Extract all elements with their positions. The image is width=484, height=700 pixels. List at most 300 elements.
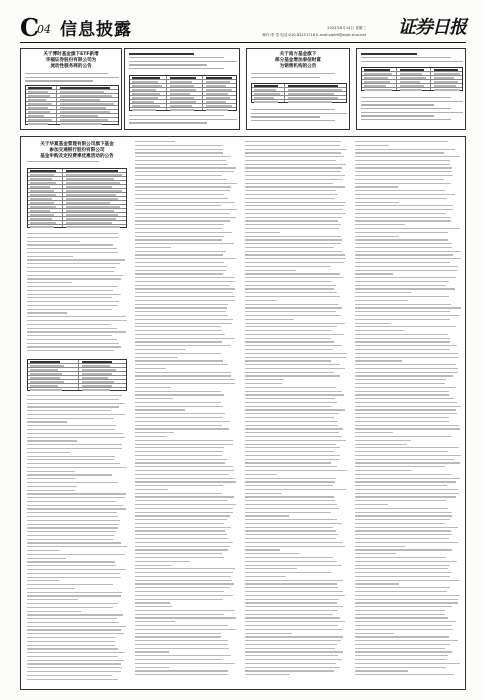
text-line <box>355 576 450 577</box>
text-line <box>27 512 117 513</box>
text-line <box>135 489 168 490</box>
text-line <box>27 252 118 253</box>
text-line <box>27 490 75 491</box>
text-line <box>135 648 229 649</box>
text-line <box>135 228 222 229</box>
text-line <box>135 568 235 569</box>
text-line <box>355 394 449 395</box>
text-line <box>355 194 455 195</box>
text-line <box>245 519 337 520</box>
text-line <box>27 588 75 589</box>
text-line <box>27 667 122 668</box>
text-line <box>27 297 112 298</box>
text-line <box>135 243 234 244</box>
text-line <box>135 175 222 176</box>
text-line <box>355 160 450 161</box>
text-line <box>135 391 221 392</box>
text-line <box>135 270 226 271</box>
text-line <box>355 417 449 418</box>
text-line <box>245 466 337 467</box>
text-line <box>135 663 235 664</box>
text-line <box>135 447 224 448</box>
text-line <box>245 145 340 146</box>
text-line <box>245 315 341 316</box>
section-number: 04 <box>37 23 51 36</box>
text-line <box>27 595 121 596</box>
text-line <box>355 145 389 146</box>
text-line <box>135 198 228 199</box>
text-line <box>135 394 224 395</box>
text-line <box>355 546 405 547</box>
text-line <box>245 270 296 271</box>
text-line <box>355 326 456 327</box>
text-line <box>245 164 346 165</box>
text-line <box>245 402 337 403</box>
text-line <box>245 220 338 221</box>
text-line <box>355 338 450 339</box>
text-line <box>135 519 227 520</box>
text-line <box>27 486 77 487</box>
text-line <box>135 152 223 153</box>
text-line <box>245 667 340 668</box>
text-line <box>27 611 81 612</box>
text-line <box>355 651 452 652</box>
text-line <box>355 288 455 289</box>
text-line <box>355 323 391 324</box>
text-line <box>135 375 231 376</box>
text-line <box>245 398 335 399</box>
text-line <box>245 496 334 497</box>
text-line <box>27 569 126 570</box>
text-line <box>355 387 456 388</box>
text-line <box>355 436 451 437</box>
text-line <box>355 655 448 656</box>
text-line <box>355 167 452 168</box>
text-line <box>355 640 458 641</box>
text-line <box>245 409 345 410</box>
text-line <box>135 247 171 248</box>
text-line <box>355 459 454 460</box>
text-line <box>245 243 341 244</box>
article-box-main <box>20 136 466 690</box>
text-line <box>27 459 114 460</box>
text-line <box>135 251 226 252</box>
text-line <box>245 156 344 157</box>
text-line <box>135 500 228 501</box>
text-line <box>135 587 230 588</box>
text-line <box>27 335 112 336</box>
text-line <box>135 387 171 388</box>
text-line <box>27 278 121 279</box>
text-line <box>245 304 338 305</box>
text-column-3 <box>245 141 347 687</box>
article-box-3 <box>246 48 350 130</box>
issue-date: 2024年8月14日 星期三 <box>327 26 366 30</box>
text-line <box>135 425 222 426</box>
text-line <box>135 311 226 312</box>
text-line <box>135 353 221 354</box>
text-line <box>245 375 340 376</box>
text-line <box>355 470 411 471</box>
text-line <box>355 175 453 176</box>
text-line <box>355 300 408 301</box>
text-line <box>27 263 120 264</box>
text-line <box>27 648 118 649</box>
text-line <box>135 258 236 259</box>
text-line <box>135 266 227 267</box>
text-line <box>135 595 233 596</box>
text-line <box>245 277 343 278</box>
text-line <box>355 538 449 539</box>
article-table-4 <box>361 67 463 91</box>
text-line <box>355 617 448 618</box>
text-line <box>135 470 234 471</box>
text-line <box>245 663 336 664</box>
text-line <box>245 334 344 335</box>
text-column-2 <box>135 141 237 687</box>
text-line <box>245 530 336 531</box>
text-line <box>355 220 451 221</box>
text-line <box>245 587 338 588</box>
text-line <box>135 357 178 358</box>
text-line <box>135 546 230 547</box>
text-line <box>135 493 222 494</box>
text-line <box>245 360 331 361</box>
text-line <box>135 383 235 384</box>
text-line <box>135 413 225 414</box>
text-line <box>135 474 229 475</box>
text-line <box>135 580 232 581</box>
text-line <box>355 568 448 569</box>
text-line <box>27 425 116 426</box>
text-line <box>135 565 171 566</box>
text-line <box>355 273 393 274</box>
text-line <box>355 447 459 448</box>
text-line <box>135 300 235 301</box>
text-line <box>245 610 338 611</box>
text-line <box>27 565 116 566</box>
text-line <box>135 549 228 550</box>
text-line <box>135 236 224 237</box>
text-line <box>245 633 292 634</box>
text-line <box>355 285 446 286</box>
article-table-2 <box>129 75 237 111</box>
text-line <box>27 414 125 415</box>
text-line <box>355 606 452 607</box>
text-line <box>27 282 72 283</box>
text-line <box>135 421 230 422</box>
text-line <box>245 417 334 418</box>
text-line <box>245 149 347 150</box>
text-line <box>245 421 338 422</box>
text-line <box>135 599 223 600</box>
text-line <box>27 271 114 272</box>
text-line <box>135 338 235 339</box>
text-line <box>245 474 277 475</box>
text-line <box>355 428 460 429</box>
text-line <box>245 428 343 429</box>
text-line <box>27 403 125 404</box>
text-line <box>355 493 459 494</box>
text-line <box>245 651 343 652</box>
text-line <box>245 391 342 392</box>
text-line <box>135 319 233 320</box>
text-line <box>27 614 123 615</box>
text-line <box>27 444 122 445</box>
text-line <box>135 644 228 645</box>
text-line <box>135 451 223 452</box>
text-line <box>245 534 338 535</box>
text-line <box>27 418 114 419</box>
text-line <box>27 406 119 407</box>
text-line <box>135 572 233 573</box>
text-line <box>27 652 125 653</box>
text-line <box>355 398 454 399</box>
text-line <box>355 485 447 486</box>
text-line <box>135 360 223 361</box>
text-line <box>27 645 115 646</box>
text-line <box>135 553 222 554</box>
text-line <box>27 622 119 623</box>
text-line <box>245 546 345 547</box>
text-line <box>245 538 336 539</box>
text-line <box>355 674 454 675</box>
text-line <box>135 217 236 218</box>
text-line <box>135 186 231 187</box>
text-line <box>355 179 444 180</box>
text-line <box>245 285 336 286</box>
text-line <box>135 542 233 543</box>
text-line <box>355 580 459 581</box>
text-line <box>135 277 235 278</box>
text-line <box>355 565 450 566</box>
text-line <box>355 455 461 456</box>
text-line <box>135 640 228 641</box>
article-body-2 <box>129 53 237 72</box>
text-line <box>27 294 121 295</box>
text-line <box>355 610 445 611</box>
text-line <box>245 444 336 445</box>
text-line <box>135 141 175 142</box>
text-line <box>245 591 343 592</box>
text-line <box>135 402 221 403</box>
text-line <box>245 659 342 660</box>
text-line <box>245 500 335 501</box>
text-line <box>27 561 115 562</box>
text-line <box>355 149 455 150</box>
text-line <box>135 372 231 373</box>
text-line <box>355 368 458 369</box>
text-line <box>245 183 333 184</box>
text-line <box>245 432 339 433</box>
text-line <box>135 670 228 671</box>
text-line <box>27 448 122 449</box>
text-line <box>245 372 334 373</box>
text-line <box>245 478 336 479</box>
text-line <box>27 467 127 468</box>
text-line <box>245 553 299 554</box>
text-line <box>27 573 120 574</box>
text-line <box>355 625 452 626</box>
text-line <box>355 209 453 210</box>
text-line <box>27 309 112 310</box>
text-line <box>135 485 223 486</box>
text-line <box>27 671 121 672</box>
text-line <box>27 267 116 268</box>
text-line <box>355 345 457 346</box>
text-line <box>245 549 280 550</box>
text-line <box>135 273 223 274</box>
text-line <box>27 233 118 234</box>
text-line <box>245 614 333 615</box>
text-line <box>135 345 231 346</box>
text-line <box>27 629 121 630</box>
text-line <box>135 496 234 497</box>
text-line <box>27 474 112 475</box>
text-line <box>245 455 340 456</box>
text-line <box>135 633 221 634</box>
text-line <box>27 256 73 257</box>
text-line <box>355 542 458 543</box>
text-line <box>245 288 334 289</box>
text-line <box>135 523 224 524</box>
text-line <box>27 440 77 441</box>
text-line <box>27 241 80 242</box>
text-line <box>355 383 445 384</box>
text-line <box>355 364 456 365</box>
text-line <box>355 315 459 316</box>
text-line <box>245 425 338 426</box>
text-line <box>135 262 224 263</box>
text-line <box>135 330 222 331</box>
text-line <box>355 440 411 441</box>
text-line <box>135 364 228 365</box>
text-line <box>245 307 342 308</box>
text-line <box>135 561 190 562</box>
text-line <box>135 617 236 618</box>
text-line <box>135 406 223 407</box>
article-table-main <box>27 168 127 228</box>
text-line <box>245 254 345 255</box>
text-line <box>27 320 127 321</box>
text-line <box>245 674 290 675</box>
text-line <box>245 565 342 566</box>
text-line <box>355 444 407 445</box>
text-line <box>355 481 456 482</box>
text-line <box>245 205 344 206</box>
text-line <box>27 539 113 540</box>
text-line <box>27 535 114 536</box>
article-title-3: 关于南方基金旗下 部分基金增加泰信财富 为销售机构的公告 <box>275 52 321 69</box>
text-line <box>355 281 449 282</box>
text-line <box>27 350 114 351</box>
text-line <box>27 290 113 291</box>
text-line <box>135 315 228 316</box>
text-line <box>355 549 452 550</box>
text-line <box>355 213 446 214</box>
text-line <box>245 236 341 237</box>
text-line <box>27 520 120 521</box>
text-line <box>355 254 453 255</box>
text-line <box>135 194 224 195</box>
text-line <box>245 232 280 233</box>
text-line <box>27 316 126 317</box>
text-line <box>245 247 334 248</box>
text-line <box>27 237 119 238</box>
text-line <box>245 326 337 327</box>
text-line <box>355 413 457 414</box>
text-line <box>27 410 111 411</box>
article-box-4 <box>356 48 466 130</box>
text-line <box>355 527 458 528</box>
text-line <box>245 266 331 267</box>
text-line <box>27 429 115 430</box>
text-line <box>245 602 337 603</box>
text-line <box>355 292 412 293</box>
text-line <box>135 659 223 660</box>
text-line <box>135 538 228 539</box>
text-line <box>135 202 235 203</box>
text-line <box>355 515 452 516</box>
text-line <box>27 584 113 585</box>
text-line <box>135 341 222 342</box>
text-line <box>355 186 398 187</box>
article-table-3 <box>251 83 347 103</box>
article-table-main-2 <box>27 359 127 391</box>
masthead-rule <box>20 42 466 43</box>
newspaper-logo: 证券日报 <box>398 17 466 38</box>
text-line <box>355 644 450 645</box>
article-body-1 <box>25 73 119 84</box>
text-line <box>135 534 227 535</box>
text-line <box>245 379 284 380</box>
text-line <box>135 629 236 630</box>
text-line <box>135 674 228 675</box>
text-line <box>245 655 338 656</box>
text-line <box>355 391 449 392</box>
section-title: 信息披露 <box>60 20 132 40</box>
text-line <box>135 220 230 221</box>
text-line <box>245 572 331 573</box>
text-line <box>245 251 342 252</box>
text-line <box>355 190 445 191</box>
text-line <box>245 413 339 414</box>
text-line <box>245 171 341 172</box>
text-line <box>27 497 125 498</box>
text-line <box>135 409 185 410</box>
text-line <box>135 591 224 592</box>
text-line <box>135 428 229 429</box>
text-line <box>355 636 449 637</box>
text-line <box>355 202 399 203</box>
text-line <box>135 326 221 327</box>
text-line <box>245 481 335 482</box>
text-line <box>27 660 124 661</box>
text-line <box>245 349 333 350</box>
text-line <box>245 621 345 622</box>
text-line <box>245 190 336 191</box>
text-line <box>135 288 235 289</box>
text-line <box>245 640 341 641</box>
text-line <box>27 508 126 509</box>
text-line <box>245 368 345 369</box>
text-line <box>135 625 228 626</box>
text-line <box>245 459 339 460</box>
text-line <box>355 500 446 501</box>
text-line <box>245 580 343 581</box>
text-line <box>135 444 233 445</box>
text-line <box>245 493 282 494</box>
